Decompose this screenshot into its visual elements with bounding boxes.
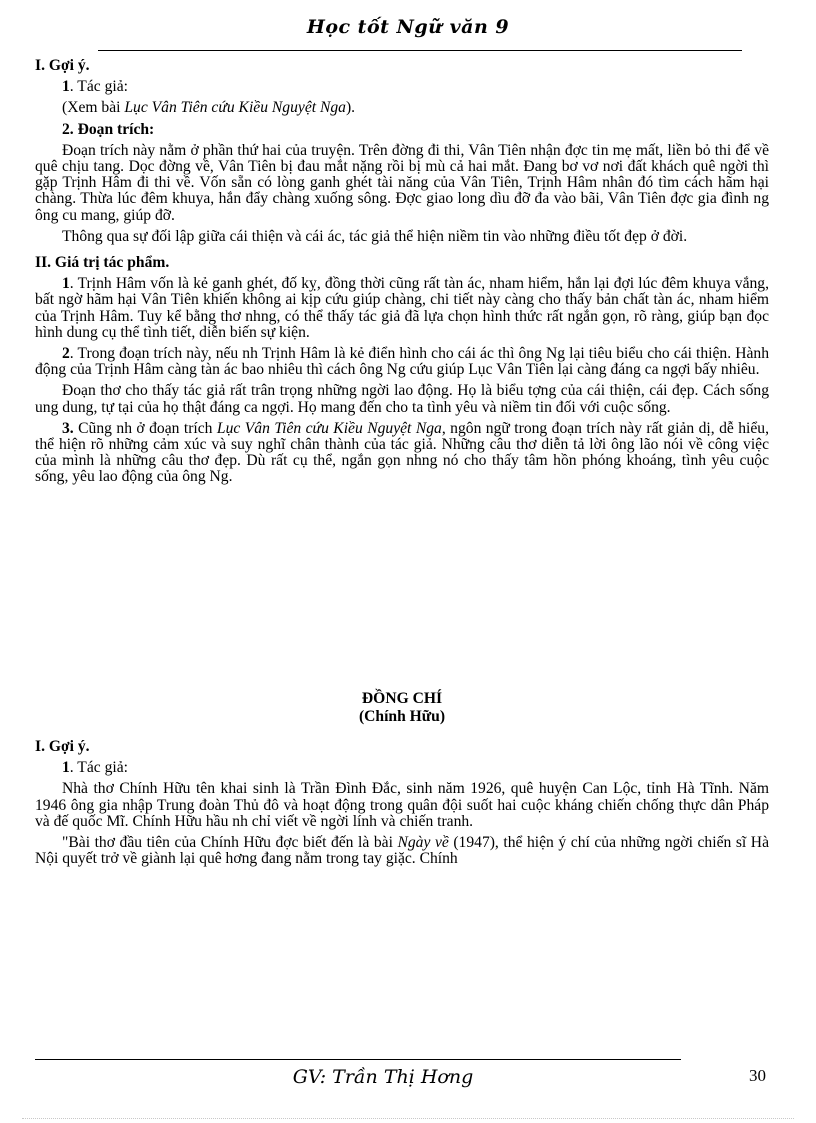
author-subheading-2 (35, 760, 769, 776)
header-divider (98, 50, 742, 51)
page-number: 30 (749, 1066, 766, 1085)
author-label: . Tác giả: (69, 78, 128, 96)
poem-title: ĐỒNG CHÍ (361, 689, 443, 707)
author-subheading (35, 79, 769, 95)
see-suffix: ). (345, 99, 356, 117)
value-number-2: 2 (62, 345, 70, 363)
excerpt-subheading (35, 122, 769, 138)
summary-paragraph: Đoạn trích này nằm ở phần thứ hai của truyện. Trên đờng đi thi, Vân Tiên nhận đợc tin mẹ mất, liền bỏ thi để về quê chịu tang. Dọc đờng về, Vân Tiên bị đau mắt nặng rồi bị mù cả hai mắt. Đang bơ vơ nơi đất khách quê ngời thì gặp Trịnh Hâm đi thi về. Vốn sẵn có lòng ganh ghét tài năng của Vân Tiên, Trịnh Hâm nhân đó tìm cách hãm hại chàng. Thừa lúc đêm khuya, hắn đẩy chàng xuống sông. Đợc giao long dìu đỡ đa vào bãi, Vân Tiên đợc gia đình ng ông cu mang, giúp đỡ. (35, 141, 769, 224)
footer-author: GV: Trần Thị Hơng (292, 1066, 474, 1088)
biography-paragraph: Nhà thơ Chính Hữu tên khai sinh là Trần Đình Đắc, sinh năm 1926, quê huyện Can Lộc, tỉnh Hà Tĩnh. Năm 1946 ông gia nhập Trung đoàn Thủ đô và hoạt động trong quân đội suốt hai cuộc kháng chiến chống thực dân Pháp và đế quốc Mĩ. Chính Hữu hầu nh chỉ viết về ngời lính và chiến tranh. (35, 780, 769, 830)
value-paragraph-4 (35, 421, 769, 486)
first-poem-title: Ngày về (397, 834, 449, 852)
page-bottom-dotted-line (22, 1118, 794, 1119)
value-paragraph-1 (35, 276, 769, 341)
main-content (35, 58, 769, 873)
section-heading-2: I. Gợi ý. (35, 738, 90, 756)
excerpt-label: 2. Đoạn trích: (62, 120, 155, 138)
see-prefix: (Xem bài (62, 99, 125, 117)
footer-divider (35, 1059, 681, 1060)
see-reference (35, 100, 769, 116)
value-paragraph-2 (35, 346, 769, 378)
value-paragraph-3: Đoạn thơ cho thấy tác giả rất trân trọng những ngời lao động. Họ là biểu tợng của cái thiện, cái đẹp. Cách sống ung dung, tự tại của họ thật đáng ca ngợi. Họ mang đến cho ta tình yêu và niềm tin đối với cuộc sống. (35, 382, 769, 416)
blank-space (35, 491, 769, 691)
poem-author: (Chính Hữu) (358, 707, 446, 725)
theme-paragraph: Thông qua sự đối lập giữa cái thiện và cái ác, tác giả thể hiện niềm tin vào những điều tốt đẹp ở đời. (62, 227, 688, 245)
value-text-2: . Trong đoạn trích này, nếu nh Trịnh Hâm là kẻ điển hình cho cái ác thì ông Ng lại tiêu biểu cho cái thiện. Hành động của Trịnh Hâm càng tàn ác bao nhiêu thì cách ông Ng cứu giúp Lục Vân Tiên lại càng đáng ca ngợi bấy nhiêu. (35, 345, 769, 379)
value-text-4-post: , ngôn ngữ trong đoạn trích này rất giản dị, dễ hiểu, thể hiện rõ những cảm xúc và suy nghĩ chân thành của tác giả. Những câu thơ diễn tả lời ông lão nói về công việc của mình là những câu thơ đẹp. Dù rất cụ thể, ngắn gọn nhng nó cho thấy tâm hồn phóng khoáng, tình yêu cuộc sống, yêu lao động của ông Ng. (35, 419, 769, 486)
first-poem-post: (1947), thể hiện ý chí của những ngời chiến sĩ Hà Nội quyết trở về giành lại quê hơng đang nằm trong tay giặc. Chính (35, 834, 769, 868)
value-text-1: . Trịnh Hâm vốn là kẻ ganh ghét, đố kỵ, đồng thời cũng rất tàn ác, nham hiểm, hắn lại đợi lúc đêm khuya vắng, bất ngờ hãm hại Vân Tiên khiến không ai kịp cứu giúp chàng, chi tiết này càng cho thấy bản chất tàn ác, nham hiểm của Trịnh Hâm. Tuy kể bằng thơ nhng, có thể thấy tác giả đã lựa chọn hình thức rất ngắn gọn, rõ ràng, giúp bạn đọc hình dung cụ thể tình tiết, diễn biến sự kiện. (35, 275, 769, 341)
author-label-2: . Tác giả: (69, 759, 128, 777)
value-number-1: 1 (62, 275, 70, 293)
value-number-3: 3. (62, 419, 74, 437)
first-poem-paragraph (35, 835, 769, 867)
section-heading-value: II. Giá trị tác phẩm. (35, 254, 170, 272)
section-heading: I. Gợi ý. (35, 57, 90, 74)
see-title: Lục Vân Tiên cứu Kiều Nguyệt Nga (124, 99, 346, 117)
first-poem-pre: "Bài thơ đầu tiên của Chính Hữu đợc biết đến là bài (62, 834, 398, 852)
value-text-4-title: Lục Vân Tiên cứu Kiều Nguyệt Nga (216, 419, 442, 437)
header-title: Học tốt Ngữ văn 9 (306, 16, 510, 38)
author-number: 1 (62, 78, 70, 96)
author-number-2: 1 (62, 759, 70, 777)
value-text-4-pre: Cũng nh ở đoạn trích (73, 419, 217, 437)
